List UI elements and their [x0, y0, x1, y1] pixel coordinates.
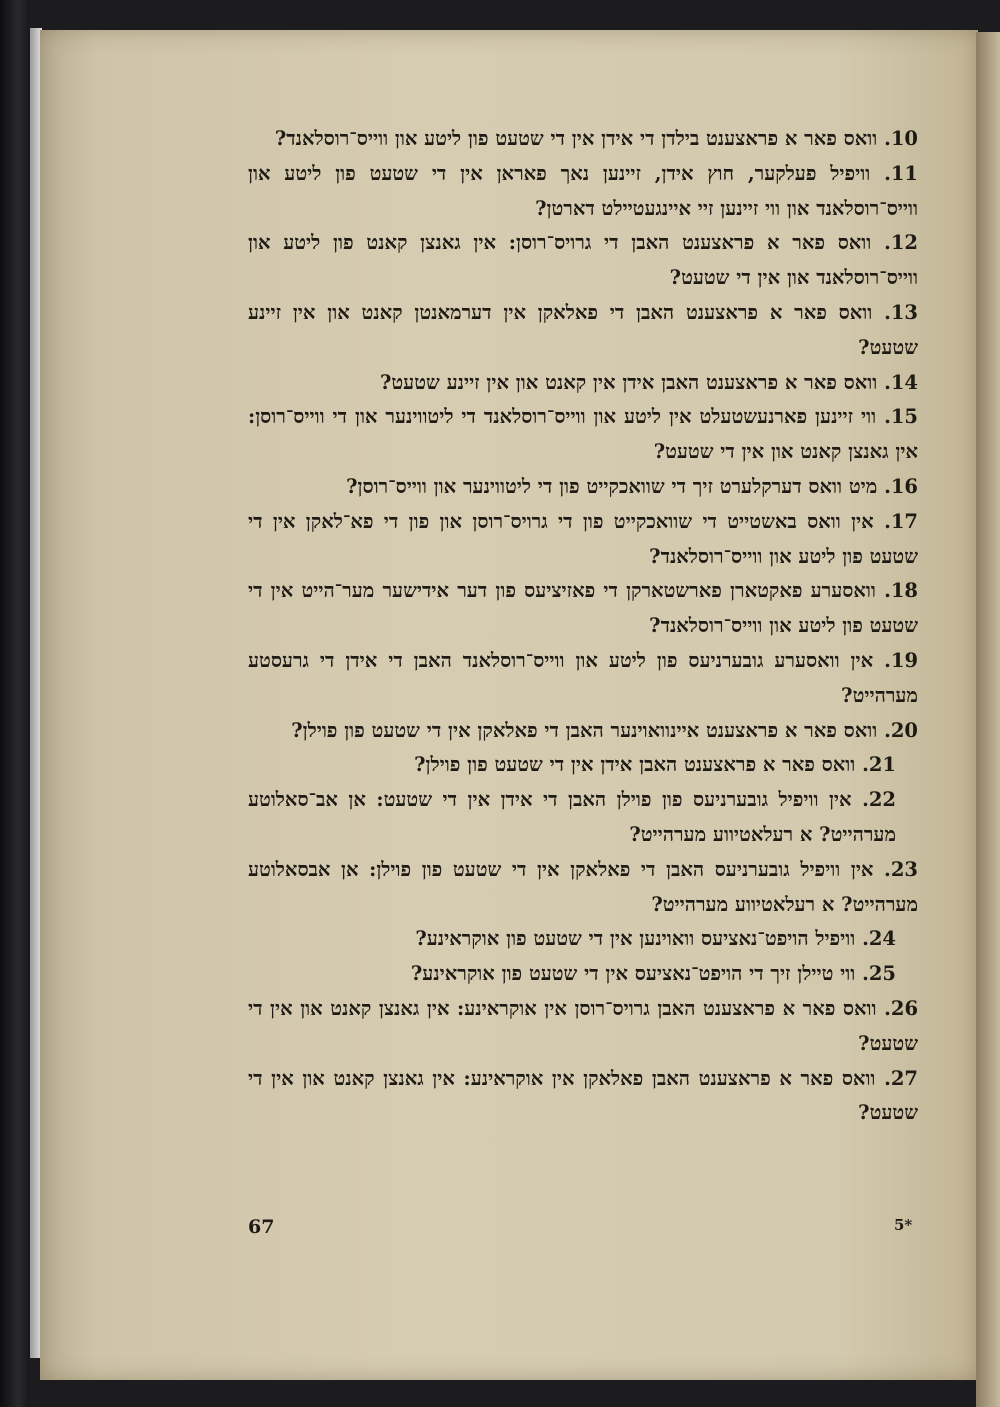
question-26 [248, 992, 918, 1062]
question-text: אין וואס באשטייט די שוואכקייט פון די גרויס־רוסן און פון די פא־לאקן אין די שטעט פון ליטע און ווייס־רוסלאנד? [248, 509, 918, 568]
question-number: 11. [884, 161, 918, 185]
facing-page-edge [976, 32, 1000, 1407]
question-19 [248, 644, 918, 714]
question-text: וואס פאר א פראצענט האבן אידן אין קאנט און אין זיינע שטעט? [379, 370, 878, 394]
question-number: 19. [884, 648, 919, 672]
question-16 [248, 470, 918, 505]
question-number: 27. [884, 1066, 918, 1090]
question-text: וואס פאר א פראצענט איינוואוינער האבן די פאלאקן אין די שטעט פון פוילן? [291, 718, 878, 742]
question-text: וואס פאר א פראצענט האבן אידן אין די שטעט פון פוילן? [414, 753, 856, 777]
signature-mark: 5* [894, 1216, 913, 1234]
question-number: 21. [862, 753, 896, 777]
question-number: 23. [884, 857, 918, 881]
question-number: 22. [862, 788, 896, 812]
question-25 [248, 957, 918, 992]
question-10 [248, 122, 918, 157]
question-text: וואס פאר א פראצענט האבן די פאלאקן אין דערמאנטן קאנט און אין זיינע שטעט? [248, 300, 918, 359]
question-23 [248, 853, 918, 923]
question-text: אין וואסערע גובערניעס פון ליטע און ווייס־רוסלאנד האבן די אידן די גרעסטע מערהייט? [248, 648, 918, 707]
question-text: וואס פאר א פראצענט האבן די גרויס־רוסן: אין גאנצן קאנט פון ליטע און ווייס־רוסלאנד און אין די שטעט? [248, 231, 918, 290]
question-15 [248, 400, 918, 470]
question-number: 25. [862, 962, 896, 986]
question-text: מיט וואס דערקלערט זיך די שוואכקייט פון די ליטווינער און ווייס־רוסן? [346, 474, 878, 498]
question-list [248, 122, 918, 1131]
question-14 [248, 366, 918, 401]
question-number: 20. [884, 718, 918, 742]
question-number: 17. [884, 509, 918, 533]
question-number: 15. [884, 405, 918, 429]
question-number: 10. [884, 127, 918, 150]
question-text: ווי זיינען פארנעשטעלט אין ליטע און ווייס־רוסלאנד די ליטווינער און די ווייס־רוסן: אין גאנצן קאנט און אין די שטעט? [248, 405, 918, 464]
question-22 [248, 783, 918, 853]
question-21 [248, 748, 918, 783]
question-number: 14. [884, 370, 918, 394]
question-20 [248, 714, 918, 749]
question-number: 18. [884, 579, 918, 603]
question-13 [248, 296, 918, 366]
question-number: 24. [862, 927, 896, 951]
question-27 [248, 1062, 918, 1132]
question-text: וויפיל פעלקער, חוץ אידן, זיינען נאך פאראן אין די שטעט פון ליטע און ווייס־רוסלאנד און ווי זיינען זיי איינגעטיילט דארטן? [248, 161, 918, 220]
book-binding [0, 0, 30, 1407]
question-text: וויפיל הויפט־נאציעס וואוינען אין די שטעט פון אוקראינע? [415, 927, 856, 951]
question-24 [248, 922, 918, 957]
question-number: 12. [884, 231, 918, 255]
question-text: וואס פאר א פראצענט האבן גרויס־רוסן אין אוקראינע: אין גאנצן קאנט און אין די שטעט? [248, 996, 918, 1055]
question-text: ווי טיילן זיך די הויפט־נאציעס אין די שטעט פון אוקראינע? [410, 962, 856, 986]
question-text: אין וויפיל גובערניעס האבן די פאלאקן אין די שטעט פון פוילן: אן אבסאלוטע מערהייט? א רעלאטיווע מערהייט? [248, 857, 918, 916]
question-text: אין וויפיל גובערניעס פון פוילן האבן די אידן אין די שטעט: אן אב־סאלוטע מערהייט? א רעלאטיווע מערהייט? [248, 788, 896, 846]
question-text: וואסערע פאקטארן פארשטארקן די פאזיציעס פון דער אידישער מער־הייט אין די שטעט פון ליטע און ווייס־רוסלאנד? [248, 579, 918, 638]
question-17 [248, 505, 918, 575]
question-number: 26. [884, 996, 919, 1020]
question-text: וואס פאר א פראצענט בילדן די אידן אין די שטעט פון ליטע און ווייס־רוסלאנד? [274, 127, 878, 150]
question-number: 16. [884, 474, 918, 498]
question-18 [248, 574, 918, 644]
question-text: וואס פאר א פראצענט האבן פאלאקן אין אוקראינע: אין גאנצן קאנט און אין די שטעט? [248, 1066, 918, 1125]
question-number: 13. [884, 300, 918, 324]
question-11 [248, 157, 918, 227]
page-number: 67 [248, 1216, 275, 1238]
question-12 [248, 226, 918, 296]
